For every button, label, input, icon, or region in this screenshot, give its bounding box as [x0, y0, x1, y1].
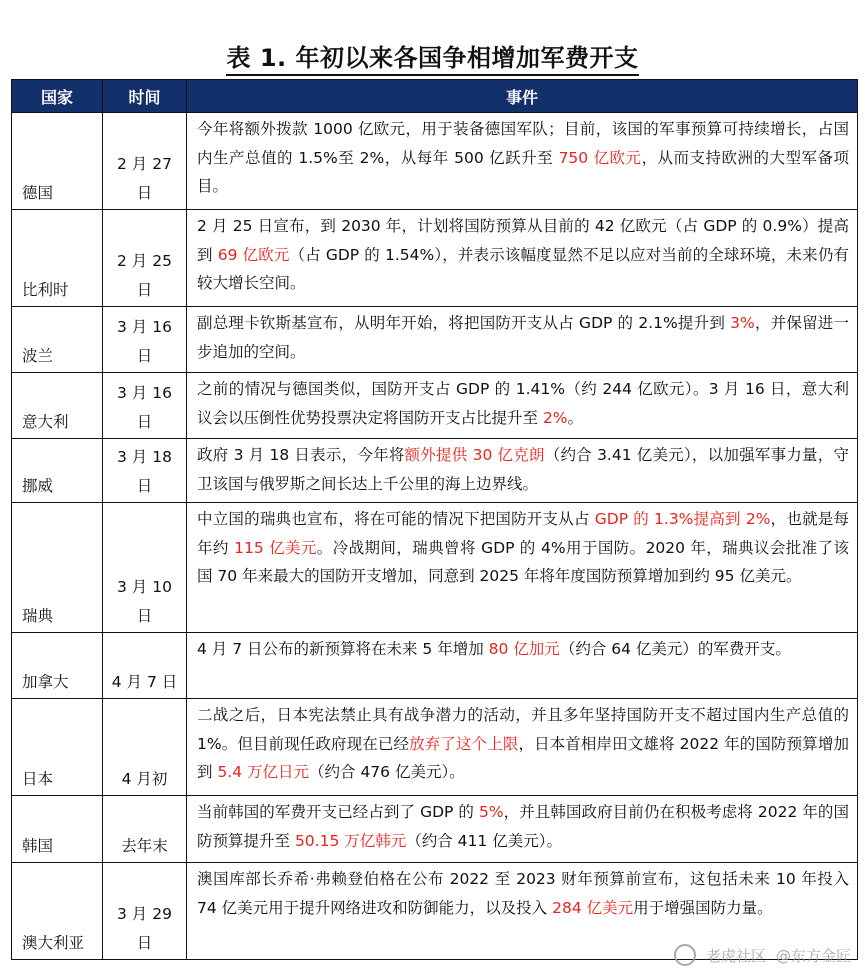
- country-cell: 瑞典: [12, 503, 103, 633]
- event-text: （约合 411 亿美元）。: [406, 831, 562, 850]
- event-text: 用于增强国防力量。: [633, 898, 773, 917]
- event-text: 之前的情况与德国类似，国防开支占 GDP 的 1.41%（约 244 亿欧元）。3 月 16 日，意大利议会以压倒性优势投票决定将国防开支占比提升至: [197, 380, 849, 427]
- header-time: 时间: [103, 80, 187, 113]
- event-cell: [187, 210, 858, 307]
- time-cell: 3 月 29 日: [103, 863, 187, 960]
- time-cell: 3 月 16 日: [103, 373, 187, 439]
- highlight-text: 额外提供 30 亿克朗: [404, 446, 545, 464]
- event-text: 。: [567, 408, 584, 427]
- event-text: ，日本首相岸田文雄将 2022 年的国防预算增加到: [197, 734, 849, 781]
- watermark: [674, 944, 851, 966]
- event-text: 今年将额外拨款 1000 亿欧元，用于装备德国军队；目前，该国的军事预算可持续增长，占国内生产总值的 1.5%至 2%，从每年 500 亿跃升至: [197, 120, 849, 167]
- event-cell: [187, 699, 858, 796]
- highlight-text: 50.15 万亿韩元: [294, 831, 407, 850]
- event-text: （约合 64 亿美元）的军费开支。: [559, 640, 791, 658]
- highlight-text: 80 亿加元: [488, 640, 560, 658]
- country-cell: 韩国: [12, 796, 103, 863]
- time-cell: 2 月 27 日: [103, 113, 187, 210]
- country-cell: 德国: [12, 113, 103, 210]
- event-text: 。冷战期间，瑞典曾将 GDP 的 4%用于国防。2020 年，瑞典议会批准了该国 70 年来最大的国防开支增加，同意到 2025 年将年度国防预算增加到约 95 亿美元。: [197, 538, 849, 585]
- event-text: （约合 3.41 亿美元），以加强军事力量，守卫该国与俄罗斯之间长达上千公里的海上边界线。: [197, 446, 850, 493]
- country-cell: 波兰: [12, 307, 103, 373]
- highlight-text: 3%: [730, 314, 755, 332]
- country-cell: 意大利: [12, 373, 103, 439]
- table-row: [12, 439, 858, 503]
- time-cell: 3 月 10 日: [103, 503, 187, 633]
- event-text: 2 月 25 日宣布，到 2030 年，计划将国防预算从目前的 42 亿欧元（占 GDP 的 0.9%）提高到: [197, 217, 849, 264]
- military-spending-table: [11, 79, 858, 960]
- highlight-text: 5.4 万亿日元: [217, 763, 310, 781]
- highlight-text: 2%: [542, 408, 568, 427]
- table-row: [12, 699, 858, 796]
- highlight-text: 750 亿欧元: [558, 148, 642, 167]
- highlight-text: 115 亿美元: [234, 538, 317, 557]
- time-cell: 3 月 18 日: [103, 439, 187, 503]
- time-cell: 4 月 7 日: [103, 633, 187, 699]
- event-text: 澳国库部长乔希·弗赖登伯格在公布 2022 至 2023 财年预算前宣布，这包括未来 10 年投入 74 亿美元用于提升网络进攻和防御能力，以及投入: [197, 870, 849, 917]
- highlight-text: GDP 的 1.3%提高到 2%: [594, 510, 771, 528]
- table-row: [12, 796, 858, 863]
- event-cell: [187, 439, 858, 503]
- country-cell: 挪威: [12, 439, 103, 503]
- event-text: （占 GDP 的 1.54%），并表示该幅度显然不足以应对当前的全球环境，未来仍有较大增长空间。: [197, 245, 849, 292]
- tiger-logo-icon: [674, 944, 696, 966]
- highlight-text: 284 亿美元: [552, 898, 634, 917]
- watermark-author: @东方金匠: [775, 946, 851, 965]
- event-text: 4 月 7 日公布的新预算将在未来 5 年增加: [197, 640, 489, 658]
- event-cell: [187, 633, 858, 699]
- table-row: [12, 113, 858, 210]
- event-text: ，并保留进一步追加的空间。: [197, 314, 849, 361]
- table-row: [12, 503, 858, 633]
- watermark-site: 老虎社区: [705, 946, 766, 965]
- highlight-text: 5%: [478, 803, 504, 821]
- event-text: 二战之后，日本宪法禁止具有战争潜力的活动，并且多年坚持国防开支不超过国内生产总值的 1%。但目前现任政府现在已经: [197, 706, 849, 753]
- table-title: 表 1. 年初以来各国争相增加军费开支: [0, 38, 865, 73]
- country-cell: 澳大利亚: [12, 863, 103, 960]
- event-cell: [187, 503, 858, 633]
- highlight-text: 放弃了这个上限: [409, 734, 519, 753]
- header-country: 国家: [12, 80, 103, 113]
- table-row: [12, 373, 858, 439]
- country-cell: 日本: [12, 699, 103, 796]
- table-row: [12, 307, 858, 373]
- event-text: ，从而支持欧洲的大型军备项目。: [197, 148, 849, 195]
- event-text: ，并且韩国政府目前仍在积极考虑将 2022 年的国防预算提升至: [197, 803, 849, 850]
- time-cell: 4 月初: [103, 699, 187, 796]
- event-text: 政府 3 月 18 日表示，今年将: [197, 446, 405, 464]
- country-cell: 比利时: [12, 210, 103, 307]
- event-cell: [187, 307, 858, 373]
- event-text: 当前韩国的军费开支已经占到了 GDP 的: [197, 803, 479, 821]
- time-cell: 去年末: [103, 796, 187, 863]
- table-row: [12, 633, 858, 699]
- event-text: （约合 476 亿美元）。: [309, 763, 465, 781]
- country-cell: 加拿大: [12, 633, 103, 699]
- header-event: 事件: [187, 80, 858, 113]
- event-text: ，也就是每年约: [197, 510, 849, 557]
- event-cell: [187, 113, 858, 210]
- time-cell: 2 月 25 日: [103, 210, 187, 307]
- table-body: [12, 113, 858, 960]
- table-header-row: [12, 80, 858, 113]
- event-cell: [187, 373, 858, 439]
- time-cell: 3 月 16 日: [103, 307, 187, 373]
- event-text: 中立国的瑞典也宣布，将在可能的情况下把国防开支从占: [197, 510, 595, 528]
- highlight-text: 69 亿欧元: [217, 245, 290, 264]
- event-cell: [187, 796, 858, 863]
- table-row: [12, 210, 858, 307]
- event-text: 副总理卡钦斯基宣布，从明年开始，将把国防开支从占 GDP 的 2.1%提升到: [197, 314, 731, 332]
